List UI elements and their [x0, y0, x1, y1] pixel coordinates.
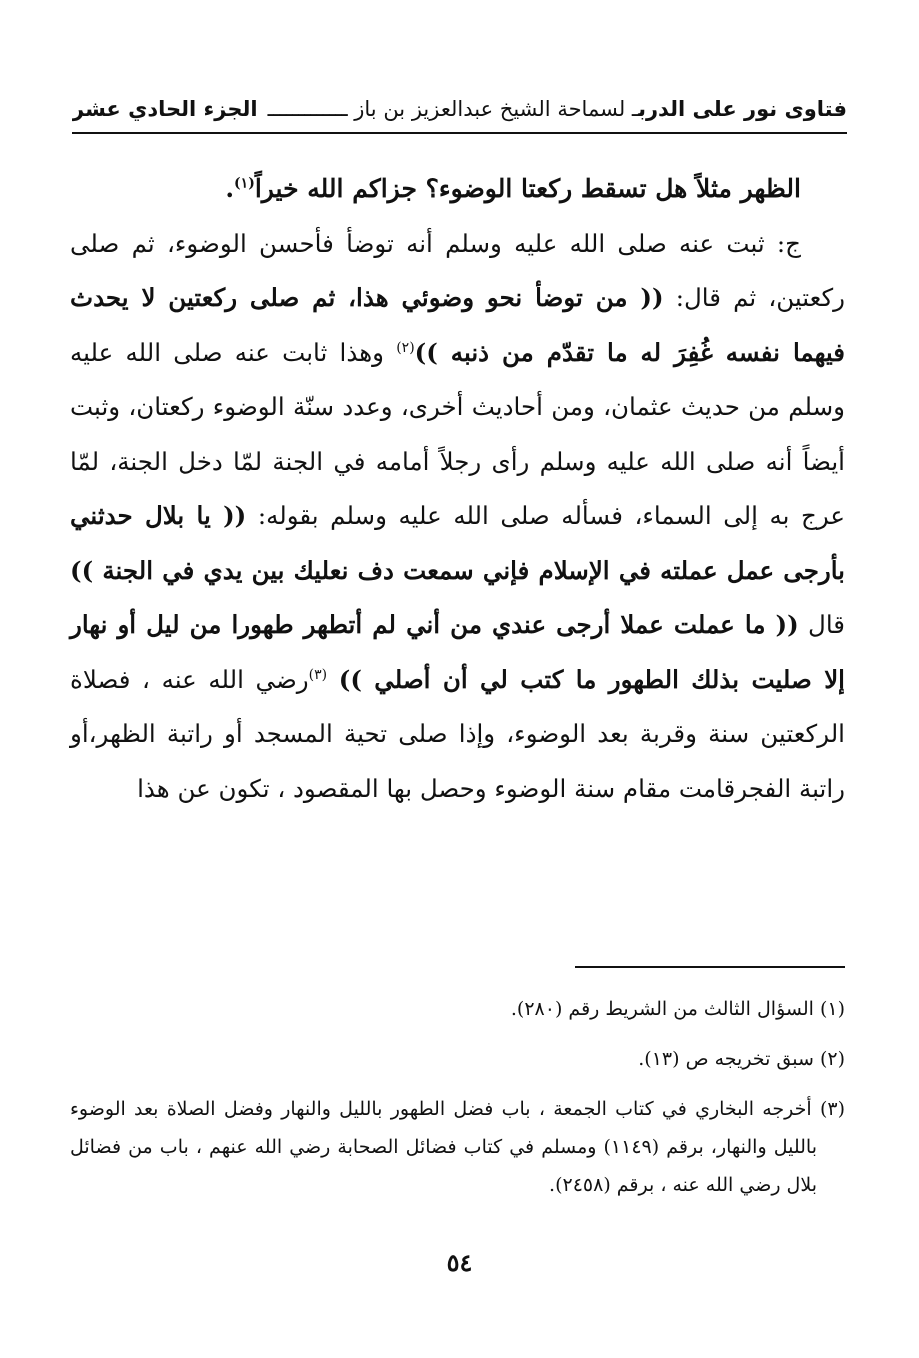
footnote-ref-1: (١): [234, 175, 255, 192]
footnotes: [70, 990, 845, 1216]
footnote-1: (١) السؤال الثالث من الشريط رقم (٢٨٠).: [510, 998, 845, 1020]
answer-intro: ج: ثبت عنه صلى الله عليه وسلم أنه توضأ فأحسن الوضوء، ثم صلى ركعتين، ثم قال:: [70, 228, 845, 312]
answer-paragraph: [70, 217, 845, 817]
footnote-separator: [575, 966, 845, 968]
header-volume-part: الجزء الحادي عشر: [72, 97, 258, 121]
main-text: [70, 162, 845, 816]
footnote-ref-3: (٣): [308, 666, 328, 683]
header-author: ـ لسماحة الشيخ عبدالعزيز بن باز ـــــــــــــ: [267, 97, 639, 121]
page-number: ٥٤: [446, 1248, 473, 1277]
question-text: الظهر مثلاً هل تسقط ركعتا الوضوء؟ جزاكم الله خيراً: [254, 174, 801, 203]
footnote-2: (٢) سبق تخريجه ص (١٣).: [638, 1048, 845, 1070]
hadith-quote-2: (( يا بلال حدثني بأرجى عمل عملته في الإسلام فإني سمعت دف نعليك بين يدي في الجنة )): [70, 501, 845, 585]
header-series-title: فتاوى نور على الدرب: [638, 97, 847, 121]
hadith-quote-3: (( ما عملت عملا أرجى عندي من أني لم أتطهر طهورا من ليل أو نهار إلا صليت بذلك الطهور ما كتب لي أن أصلي )): [70, 610, 845, 694]
footnote-3: (٣) أخرجه البخاري في كتاب الجمعة ، باب فضل الطهور بالليل والنهار وفضل الصلاة بعد الوضوء بالليل والنهار، برقم (١١٤٩) ومسلم في كتاب فضائل الصحابة رضي الله عنهم ، باب من فضائل بلال رضي الله عنه ، برقم (٢٤٥٨).: [70, 1098, 845, 1196]
running-header: [72, 92, 847, 134]
footnote-ref-2: (٢): [396, 339, 415, 356]
answer-ending: رضي الله عنه ، فصلاة الركعتين سنة وقربة بعد الوضوء، وإذا صلى تحية المسجد أو راتبة الظهر،أو راتبة الفجرقامت مقام سنة الوضوء وحصل بها المقصود ، تكون عن هذا: [70, 664, 845, 803]
answer-qal: قال: [798, 610, 846, 639]
answer-middle: وهذا ثابت عنه صلى الله عليه وسلم من حديث عثمان، ومن أحاديث أخرى، وعدد سنّة الوضوء ركعتان، وثبت أيضاً أنه صلى الله عليه وسلم رأى رجلاً أمامه في الجنة لمّا دخل الجنة، لمّا عرج به إلى السماء، فسأله صلى الله عليه وسلم بقوله:: [70, 337, 845, 530]
hadith-quote-1: (( من توضأ نحو وضوئي هذا، ثم صلى ركعتين لا يحدث فيهما نفسه غُفِرَ له ما تقدّم من ذنبه )): [70, 283, 845, 367]
question-paragraph: الظهر مثلاً هل تسقط ركعتا الوضوء؟ جزاكم الله خيراً$^{(١)}$.: [225, 174, 801, 203]
